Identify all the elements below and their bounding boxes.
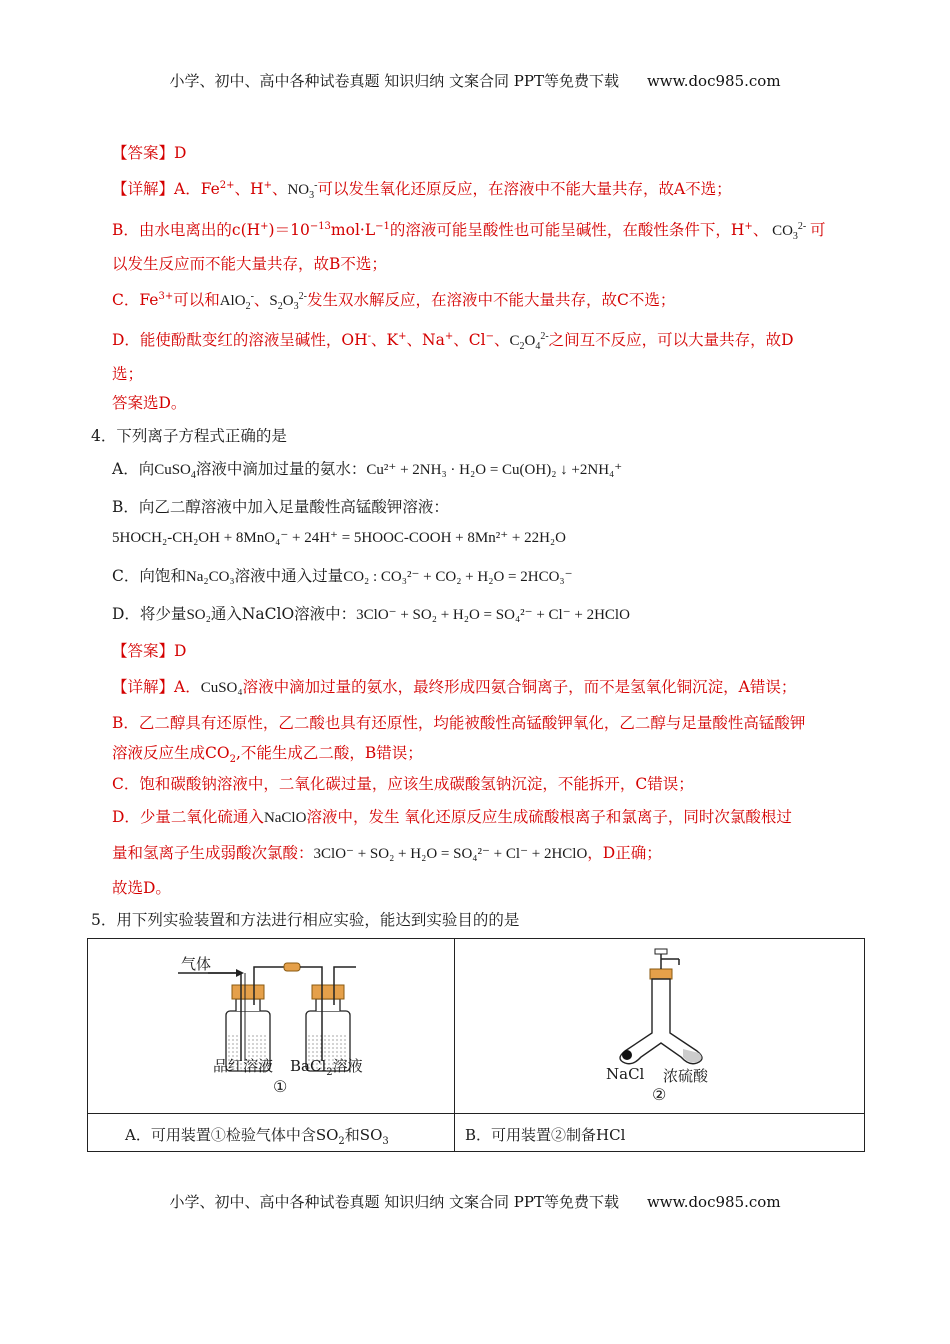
q4-stem: 4．下列离子方程式正确的是	[91, 427, 287, 445]
q4-detail-b-line2: 溶液反应生成$CO_2$,不能生成乙二酸，B错误；	[112, 744, 423, 766]
q4-option-b: B．向乙二醇溶液中加入足量酸性高锰酸钾溶液：	[112, 498, 449, 516]
apparatus-2-number: ②	[652, 1085, 667, 1104]
q3-detail-d-line2: 选；	[112, 365, 144, 383]
sulfuric-acid-label: 浓硫酸	[663, 1067, 709, 1085]
q4-answer: 【答案】D	[112, 642, 187, 660]
q4-option-d: D．将少量SO₂通入NaClO溶液中：3ClO⁻ + SO₂ + H₂O = SO₄²⁻ + Cl⁻ + 2HClO	[112, 605, 630, 623]
q3-conclusion: 答案选D。	[112, 394, 187, 412]
q4-detail-c: C．饱和碳酸钠溶液中，二氧化碳过量，应该生成碳酸氢钠沉淀，不能拆开，C错误；	[112, 775, 694, 793]
table-horizontal-divider	[88, 1113, 864, 1114]
q3-detail-b: B．由水电离出的$c(H^+)=10^{-13}mol\cdot L^{-1}$的溶液可能呈酸性也可能呈碱性，在酸性条件下，H+、 $CO_3^{2-}$ 可	[112, 220, 826, 242]
q5-options-table	[87, 938, 865, 1152]
q3-detail-a: 【详解】A．$Fe^{2+}$、H+、$NO_3^-$可以发生氧化还原反应，在溶液中不能大量共存，故A不选；	[112, 179, 732, 201]
header-text: 小学、初中、高中各种试卷真题 知识归纳 文案合同 PPT等免费下载	[169, 72, 619, 90]
q4-detail-d-line1: D．少量二氧化硫通入NaClO溶液中，发生 氧化还原反应生成硫酸根离子和氯离子，同时次氯酸根过	[112, 808, 792, 826]
header-site: www.doc985.com	[646, 72, 781, 90]
q3-detail-b-line2: 以发生反应而不能大量共存，故B不选；	[112, 255, 387, 273]
option-b: B．可用装置②制备HCl	[465, 1126, 626, 1144]
q4-detail-d-line2: 量和氢离子生成弱酸次氯酸：3ClO⁻ + SO₂ + H₂O = SO₄²⁻ + Cl⁻ + 2HClO，D正确；	[112, 844, 662, 862]
apparatus-1-number: ①	[273, 1077, 288, 1096]
footer-text: 小学、初中、高中各种试卷真题 知识归纳 文案合同 PPT等免费下载	[169, 1193, 619, 1211]
nacl-label: NaCl	[606, 1065, 645, 1083]
apparatus-1-gas-washing-bottles	[88, 939, 454, 1113]
q3-answer: 【答案】D	[112, 144, 187, 162]
bottle-1-label: 品红溶液	[213, 1057, 274, 1075]
q3-detail-d: D．能使酚酞变红的溶液呈碱性，OH-、K+、Na+、Cl−、$C_2O_4^{2-}$之间互不反应，可以大量共存，故D	[112, 330, 794, 352]
q3-detail-c: C．$Fe^{3+}$可以和AlO$_2$-、$S_2O_3^{2-}$发生双水解反应，在溶液中不能大量共存，故C不选；	[112, 290, 676, 312]
q4-conclusion: 故选D。	[112, 879, 171, 897]
bottle-2-label: BaCl$_2$溶液	[290, 1057, 363, 1078]
gas-label: 气体	[181, 955, 212, 973]
q4-detail-a: 【详解】A．CuSO₄溶液中滴加过量的氨水，最终形成四氨合铜离子，而不是氢氧化铜沉淀，A错误；	[112, 678, 797, 696]
q4-option-c: C．向饱和Na₂CO₃溶液中通入过量CO₂ : CO₃²⁻ + CO₂ + H₂O = 2HCO₃⁻	[112, 567, 573, 585]
page-footer	[0, 1191, 950, 1212]
q4-detail-b-line1: B．乙二醇具有还原性，乙二酸也具有还原性，均能被酸性高锰酸钾氧化，乙二醇与足量酸性高锰酸钾	[112, 714, 806, 732]
q4-option-b-equation: 5HOCH₂-CH₂OH + 8MnO₄⁻ + 24H⁺ = 5HOOC-COOH + 8Mn²⁺ + 22H₂O	[112, 530, 566, 546]
footer-site: www.doc985.com	[646, 1193, 781, 1211]
page-header	[0, 70, 950, 91]
q4-option-a: A．向CuSO$_4$溶液中滴加过量的氨水：Cu²⁺ + 2NH₃ · H₂O = Cu(OH)₂ ↓ +2NH₄⁺	[112, 460, 623, 481]
q5-stem: 5．用下列实验装置和方法进行相应实验，能达到实验目的的是	[91, 911, 520, 929]
rubber-connector	[284, 963, 300, 971]
option-a: A．可用装置①检验气体中含$SO_2$和$SO_3$	[125, 1126, 389, 1147]
